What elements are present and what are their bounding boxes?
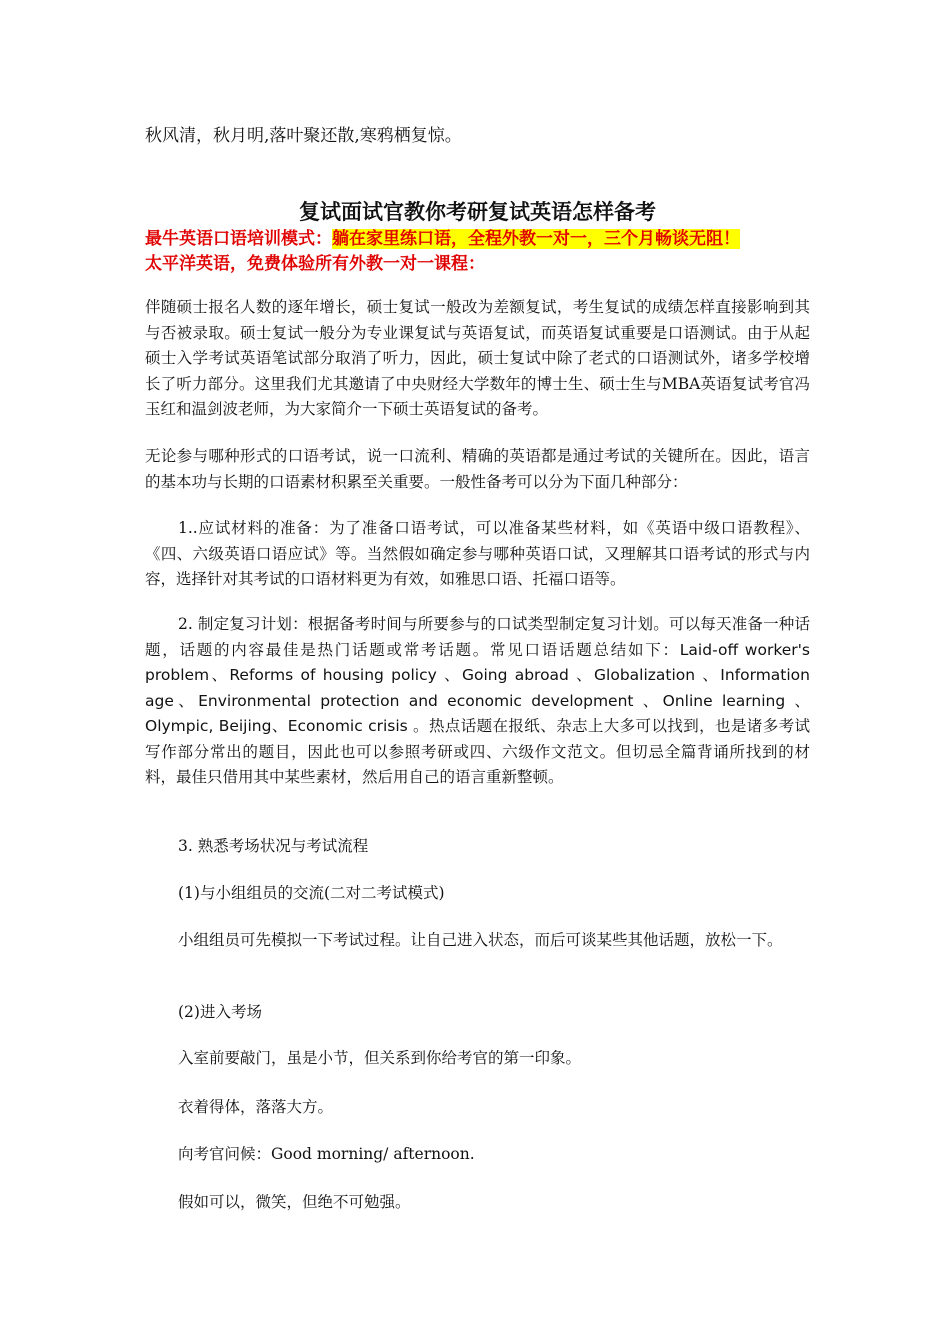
poem-line: 秋风清，秋月明,落叶聚还散,寒鸦栖复惊。: [145, 126, 462, 146]
list-item-plan: [145, 612, 810, 791]
paragraph-group-exchange: 小组组员可先模拟一下考试过程。让自己进入状态，而后可谈某些其他话题，放松一下。: [178, 931, 783, 949]
promo-highlight: 躺在家里练口语，全程外教一对一，三个月畅谈无阻！: [332, 229, 740, 249]
plan-tips: 热点话题在报纸、杂志上大多可以找到，也是诸多考试写作部分常出的题目，因此也可以参照考研或四、六级作文范文。但切忌全篇背诵所找到的材料，最佳只借用其中某些素材，然后用自己的语言重新整顿。: [145, 717, 810, 786]
article-title: 复试面试官教你考研复试英语怎样备考: [299, 199, 656, 224]
subheading-enter-room: (2)进入考场: [178, 1003, 262, 1021]
list-item-familiarize: 3. 熟悉考场状况与考试流程: [178, 837, 369, 855]
plan-intro: 2. 制定复习计划：根据备考时间与所要参与的口试类型制定复习计划。可以每天准备一种话题，话题的内容最佳是热门话题或常考话题。常见口语话题总结如下：: [145, 615, 810, 659]
tip-knock-door: 入室前要敲门，虽是小节，但关系到你给考官的第一印象。: [178, 1049, 582, 1067]
tip-smile: 假如可以，微笑，但绝不可勉强。: [178, 1193, 411, 1211]
tip-dress: 衣着得体，落落大方。: [178, 1098, 334, 1116]
tip-greeting: 向考官问候：Good morning/ afternoon.: [178, 1145, 475, 1163]
promo-banner: [145, 227, 810, 277]
plan-topics: Laid-off worker's problem、Reforms of housing policy 、Going abroad 、Globalization 、Information age、Environmental protection and economic development 、Online learning 、 Olympic, Beijing、Economic crisis 。: [145, 640, 810, 735]
subheading-group-exchange: (1)与小组组员的交流(二对二考试模式): [178, 884, 445, 902]
paragraph-overview: 无论参与哪种形式的口语考试，说一口流利、精确的英语都是通过考试的关键所在。因此，语言的基本功与长期的口语素材积累至关重要。一般性备考可以分为下面几种部分：: [145, 447, 810, 491]
promo-lead: 最牛英语口语培训模式：: [145, 229, 332, 249]
paragraph-intro: 伴随硕士报名人数的逐年增长，硕士复试一般改为差额复试，考生复试的成绩怎样直接影响到其与否被录取。硕士复试一般分为专业课复试与英语复试，而英语复试重要是口语测试。由于从起硕士入学考试英语笔试部分取消了听力，因此，硕士复试中除了老式的口语测试外，诸多学校增长了听力部分。这里我们尤其邀请了中央财经大学数年的博士生、硕士生与MBA英语复试考官冯玉红和温剑波老师，为大家简介一下硕士英语复试的备考。: [145, 298, 810, 418]
list-item-materials: 1..应试材料的准备：为了准备口语考试，可以准备某些材料，如《英语中级口语教程》、《四、六级英语口语应试》等。当然假如确定参与哪种英语口试，又理解其口语考试的形式与内容，选择针对其考试的口语材料更为有效，如雅思口语、托福口语等。: [145, 519, 810, 588]
promo-line-2: 太平洋英语，免费体验所有外教一对一课程：: [145, 254, 485, 274]
promo-line-1: [145, 227, 810, 252]
